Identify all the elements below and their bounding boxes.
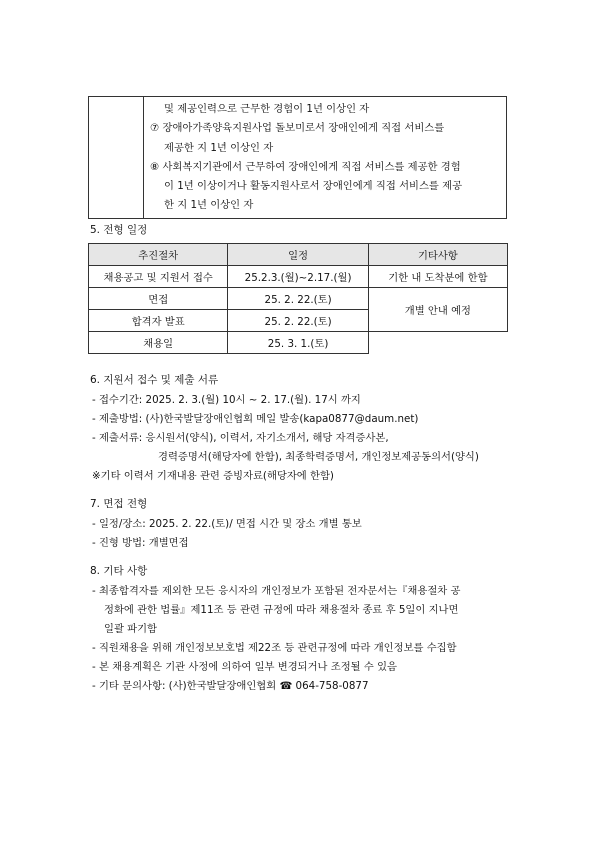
table-row	[89, 332, 508, 354]
section-7-line: - 일정/장소: 2025. 2. 22.(토)/ 면접 시간 및 장소 개별 통보	[92, 518, 362, 530]
schedule-header-note: 기타사항	[368, 244, 507, 266]
section-8-line: - 본 채용계획은 기관 사정에 의하여 일부 변경되거나 조정될 수 있음	[92, 661, 398, 673]
schedule-step: 면접	[89, 288, 228, 310]
section-6-note: ※기타 이력서 기재내용 관련 증빙자료(해당자에 한함)	[92, 470, 334, 482]
section-8-line: - 직원채용을 위해 개인정보보호법 제22조 등 관련규정에 따라 개인정보를 수집함	[92, 642, 457, 654]
schedule-step: 채용일	[89, 332, 228, 354]
section-7-title: 7. 면접 전형	[90, 498, 148, 510]
schedule-date: 25. 3. 1.(토)	[228, 332, 368, 354]
section-6-line: - 제출방법: (사)한국발달장애인협회 메일 발송(kapa0877@daum.net)	[92, 413, 419, 425]
eligibility-line: 제공한 지 1년 이상인 자	[164, 141, 274, 154]
section-8-line: - 최종합격자를 제외한 모든 응시자의 개인정보가 포함된 전자문서는『채용절차 공	[92, 585, 461, 597]
schedule-date: 25. 2. 22.(토)	[228, 310, 368, 332]
table-row	[89, 266, 508, 288]
section-8-line: 일괄 파기함	[104, 623, 158, 635]
eligibility-line: 및 제공인력으로 근무한 경험이 1년 이상인 자	[164, 103, 370, 115]
schedule-empty-cell	[368, 332, 507, 354]
schedule-date: 25.2.3.(월)~2.17.(월)	[228, 266, 368, 288]
schedule-header-row	[89, 244, 508, 266]
section-8-line: - 기타 문의사항: (사)한국발달장애인협회 ☎ 064-758-0877	[92, 680, 369, 692]
eligibility-line: ⑦ 장애아가족양육지원사업 돌보미로서 장애인에게 직접 서비스를	[150, 122, 445, 135]
schedule-note: 기한 내 도착분에 한함	[368, 266, 507, 288]
section-6-line: - 제출서류: 응시원서(양식), 이력서, 자기소개서, 해당 자격증사본,	[92, 432, 389, 444]
section-8-line: 정화에 관한 법률』제11조 등 관련 규정에 따라 채용절차 종료 후 5일이 지나면	[104, 604, 459, 616]
eligibility-line: 이 1년 이상이거나 활동지원사로서 장애인에게 직접 서비스를 제공	[164, 180, 463, 193]
section-6-line: 경력증명서(해당자에 한함), 최종학력증명서, 개인정보제공동의서(양식)	[158, 451, 479, 463]
section-8-title: 8. 기타 사항	[90, 565, 148, 577]
schedule-note: 개별 안내 예정	[368, 288, 507, 332]
schedule-step: 채용공고 및 지원서 접수	[89, 266, 228, 288]
eligibility-line: 한 지 1년 이상인 자	[164, 199, 254, 212]
section-5-title: 5. 전형 일정	[90, 224, 148, 236]
schedule-step: 합격자 발표	[89, 310, 228, 332]
eligibility-continuation-table	[88, 96, 507, 219]
schedule-date: 25. 2. 22.(토)	[228, 288, 368, 310]
schedule-header-step: 추진절차	[89, 244, 228, 266]
eligibility-label-cell	[89, 97, 144, 219]
section-7-line: - 진형 방법: 개별면접	[92, 537, 189, 549]
schedule-table	[88, 243, 508, 354]
section-6-line: - 접수기간: 2025. 2. 3.(월) 10시 ~ 2. 17.(월). 17시 까지	[92, 394, 361, 406]
eligibility-content-cell	[144, 97, 507, 219]
eligibility-line: ⑧ 사회복지기관에서 근무하여 장애인에게 직접 서비스를 제공한 경험	[150, 160, 461, 173]
table-row	[89, 288, 508, 310]
section-6-title: 6. 지원서 접수 및 제출 서류	[90, 374, 219, 386]
schedule-header-date: 일정	[228, 244, 368, 266]
